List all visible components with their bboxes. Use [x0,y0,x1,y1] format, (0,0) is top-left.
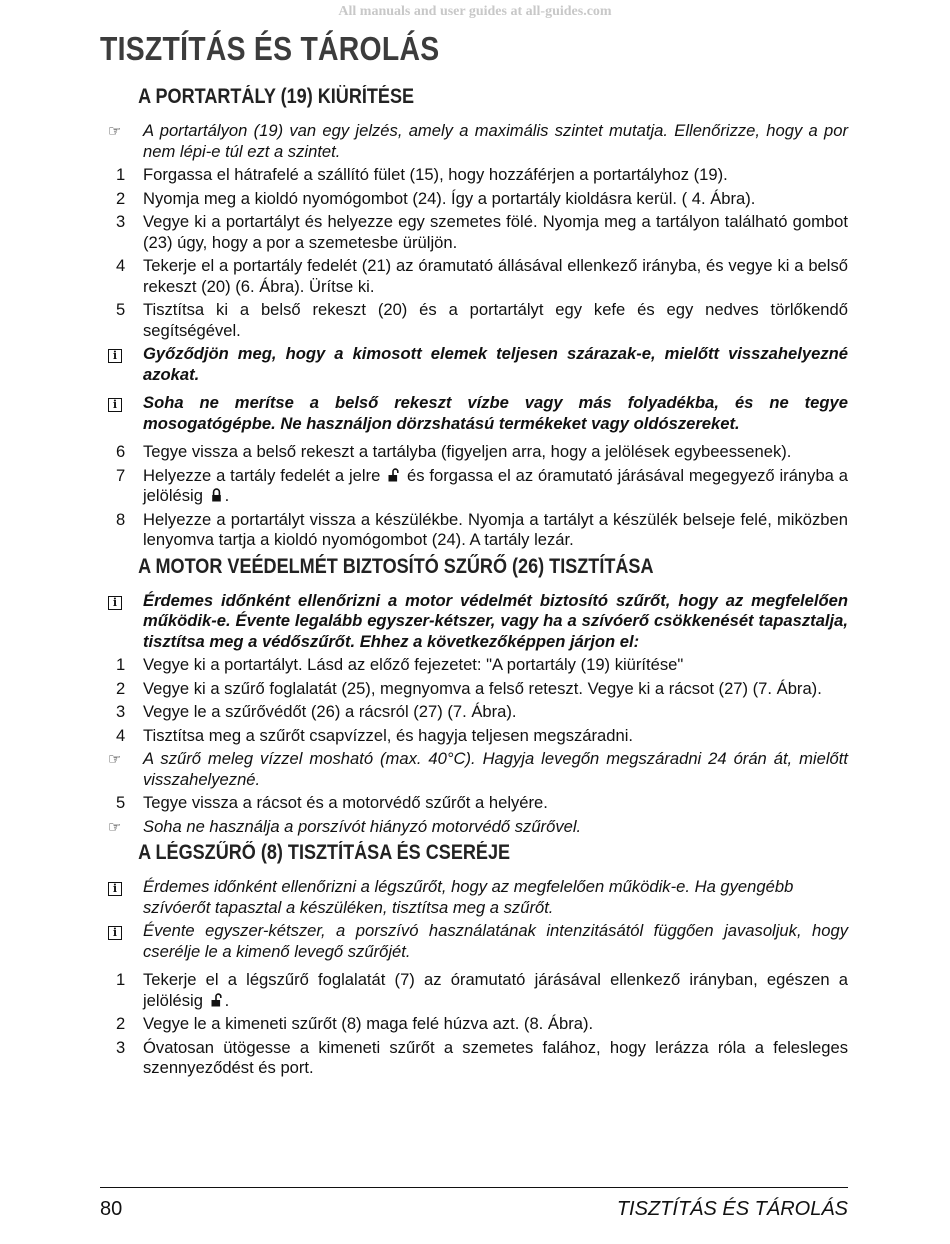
page-title: TISZTÍTÁS ÉS TÁROLÁS [100,30,440,67]
locked-padlock-icon [211,488,222,502]
step-item [108,970,848,1011]
hint-note [108,817,848,838]
note-marker [108,921,143,942]
step-number: 3 [116,212,126,231]
step-item [108,1014,848,1035]
item-text: Tegye vissza a belső rekeszt a tartályba (figyeljen arra, hogy a jelölések egybeessenek). [143,442,792,461]
text-fragment: . [224,990,230,1010]
step-item [108,256,848,297]
note-marker [108,344,143,365]
step-number: 3 [116,1037,126,1057]
hint-note [108,121,848,162]
step-item [108,793,848,814]
step-item [108,1038,848,1079]
unlocked-padlock-icon [211,993,222,1007]
step-number: 2 [116,188,126,208]
text-fragment: . [224,486,230,505]
step-number: 7 [116,465,126,485]
note-marker [108,749,143,770]
info-note [108,393,848,434]
info-note [108,921,848,962]
item-text [143,970,848,1011]
step-number: 1 [116,655,126,674]
item-text: Évente egyszer-kétszer, a porszívó használatának intenzitásától függően javasoljuk, hogy cserélje le a kimenő levegő szűrőjét. [143,921,848,961]
step-item [108,466,848,507]
document-body [108,85,848,1082]
item-text: Nyomja meg a kioldó nyomógombot (24). Így a portartály kioldásra kerül. ( 4. Ábra). [143,188,756,208]
step-item [108,165,848,186]
item-text: Forgassa el hátrafelé a szállító fület (15), hogy hozzáférjen a portartályhoz (19). [143,165,728,184]
item-text: Tisztítsa ki a belső rekeszt (20) és a portartályt egy kefe és egy nedves törlőkendő segítségével. [143,300,848,340]
info-icon: i [108,349,122,363]
step-number: 5 [116,793,126,812]
text-fragment: Helyezze a tartály fedelét a jelre [143,465,386,485]
info-note [108,877,848,918]
text-fragment: Tekerje el a légszűrő foglalatát (7) az óramutató járásával ellenkező irányban, egészen a jelölésig [143,970,848,1010]
unlocked-padlock-icon [388,468,399,482]
item-text: Érdemes időnként ellenőrizni a légszűrőt, hogy az megfelelően működik-e. Ha gyengébb szívóerőt tapasztal a készüléken, tisztítsa meg a szűrőt. [143,877,794,917]
step-item [108,189,848,210]
note-marker [108,877,143,898]
pointing-hand-icon: ☞ [108,817,122,836]
step-number: 8 [116,509,126,529]
step-number: 4 [116,725,126,745]
step-number: 1 [116,165,126,184]
hint-note [108,749,848,790]
page-number: 80 [100,1198,123,1220]
section-heading: A LÉGSZŰRŐ (8) TISZTÍTÁSA ÉS CSERÉJE [138,841,511,864]
note-marker [108,817,143,838]
step-item [108,212,848,253]
step-number: 5 [116,300,126,319]
pointing-hand-icon: ☞ [108,750,122,768]
info-note [108,591,848,653]
step-item [108,679,848,700]
item-text: Tegye vissza a rácsot és a motorvédő szűrőt a helyére. [143,793,548,812]
info-icon: i [108,926,122,940]
step-item [108,300,848,341]
info-note [108,344,848,385]
step-number: 1 [116,970,126,989]
step-number: 2 [116,1014,126,1033]
step-number: 3 [116,702,126,721]
item-text: Vegye ki a portartályt és helyezze egy szemetes fölé. Nyomja meg a tartályon található gombot (23) úgy, hogy a por a szemetesbe ürüljön. [143,212,848,252]
note-marker [108,393,143,414]
footer-divider [100,1187,848,1188]
item-text: A portartályon (19) van egy jelzés, amely a maximális szintet mutatja. Ellenőrizze, hogy a por nem lépi-e túl ezt a szintet. [143,121,848,161]
step-number: 2 [116,678,126,698]
item-text: Vegye le a kimeneti szűrőt (8) maga felé húzva azt. (8. Ábra). [143,1014,594,1033]
text-fragment: és forgassa el az óramutató járásával megegyező irányba a jelölésig [143,465,848,505]
section-heading: A PORTARTÁLY (19) KIÜRÍTÉSE [138,85,415,108]
footer-title: TISZTÍTÁS ÉS TÁROLÁS [616,1198,848,1220]
step-number: 6 [116,442,126,461]
step-number: 4 [116,256,126,275]
watermark: All manuals and user guides at all-guides.com [338,4,612,19]
step-item [108,702,848,723]
section-heading: A MOTOR VEÉDELMÉT BIZTOSÍTÓ SZŰRŐ (26) TISZTÍTÁSA [138,554,654,578]
item-text: Tisztítsa meg a szűrőt csapvízzel, és hagyja teljesen megszáradni. [143,725,634,745]
item-text: Tekerje el a portartály fedelét (21) az óramutató állásával ellenkező irányba, és vegye ki a belső rekeszt (20) (6. Ábra). Ürítse ki. [143,256,848,296]
item-text: Vegye ki a portartályt. Lásd az előző fejezetet: "A portartály (19) kiürítése" [143,655,684,674]
step-item [108,655,848,676]
item-text [143,466,848,507]
item-text: A szűrő meleg vízzel mosható (max. 40°C). Hagyja levegőn megszáradni 24 órán át, mielőtt visszahelyezné. [143,749,848,789]
step-item [108,726,848,747]
info-icon: i [108,882,122,896]
info-icon: i [108,596,122,610]
item-text: Helyezze a portartályt vissza a készülékbe. Nyomja a tartályt a készülék belseje felé, miközben lenyomva tartja a kioldó nyomógombot (24). A tartály lezár. [143,509,848,549]
item-text: Soha ne merítse a belső rekeszt vízbe vagy más folyadékba, és ne tegye mosogatógépbe. Ne használjon dörzshatású termékeket vagy oldószereket. [143,393,848,433]
note-marker [108,591,143,612]
step-item [108,442,848,463]
note-marker [108,121,143,142]
item-text: Óvatosan ütögesse a kimeneti szűrőt a szemetes falához, hogy lerázza róla a felesleges szennyeződést és port. [143,1037,848,1077]
item-text: Soha ne használja a porszívót hiányzó motorvédő szűrővel. [143,816,582,836]
info-icon: i [108,398,122,412]
item-text: Érdemes időnként ellenőrizni a motor védelmét biztosító szűrőt, hogy az megfelelően működik-e. Évente legalább egyszer-kétszer, vagy ha a szívóerő csökkenését tapasztalja, tisztítsa meg a védőszűrőt. Ehhez a következőképpen járjon el: [143,590,848,651]
pointing-hand-icon: ☞ [108,122,122,140]
item-text: Vegye le a szűrővédőt (26) a rácsról (27) (7. Ábra). [143,702,517,721]
item-text: Győződjön meg, hogy a kimosott elemek teljesen szárazak-e, mielőtt visszahelyezné azokat. [143,344,848,384]
item-text: Vegye ki a szűrő foglalatát (25), megnyomva a felső reteszt. Vegye ki a rácsot (27) (7. Ábra). [143,678,822,698]
step-item [108,510,848,551]
